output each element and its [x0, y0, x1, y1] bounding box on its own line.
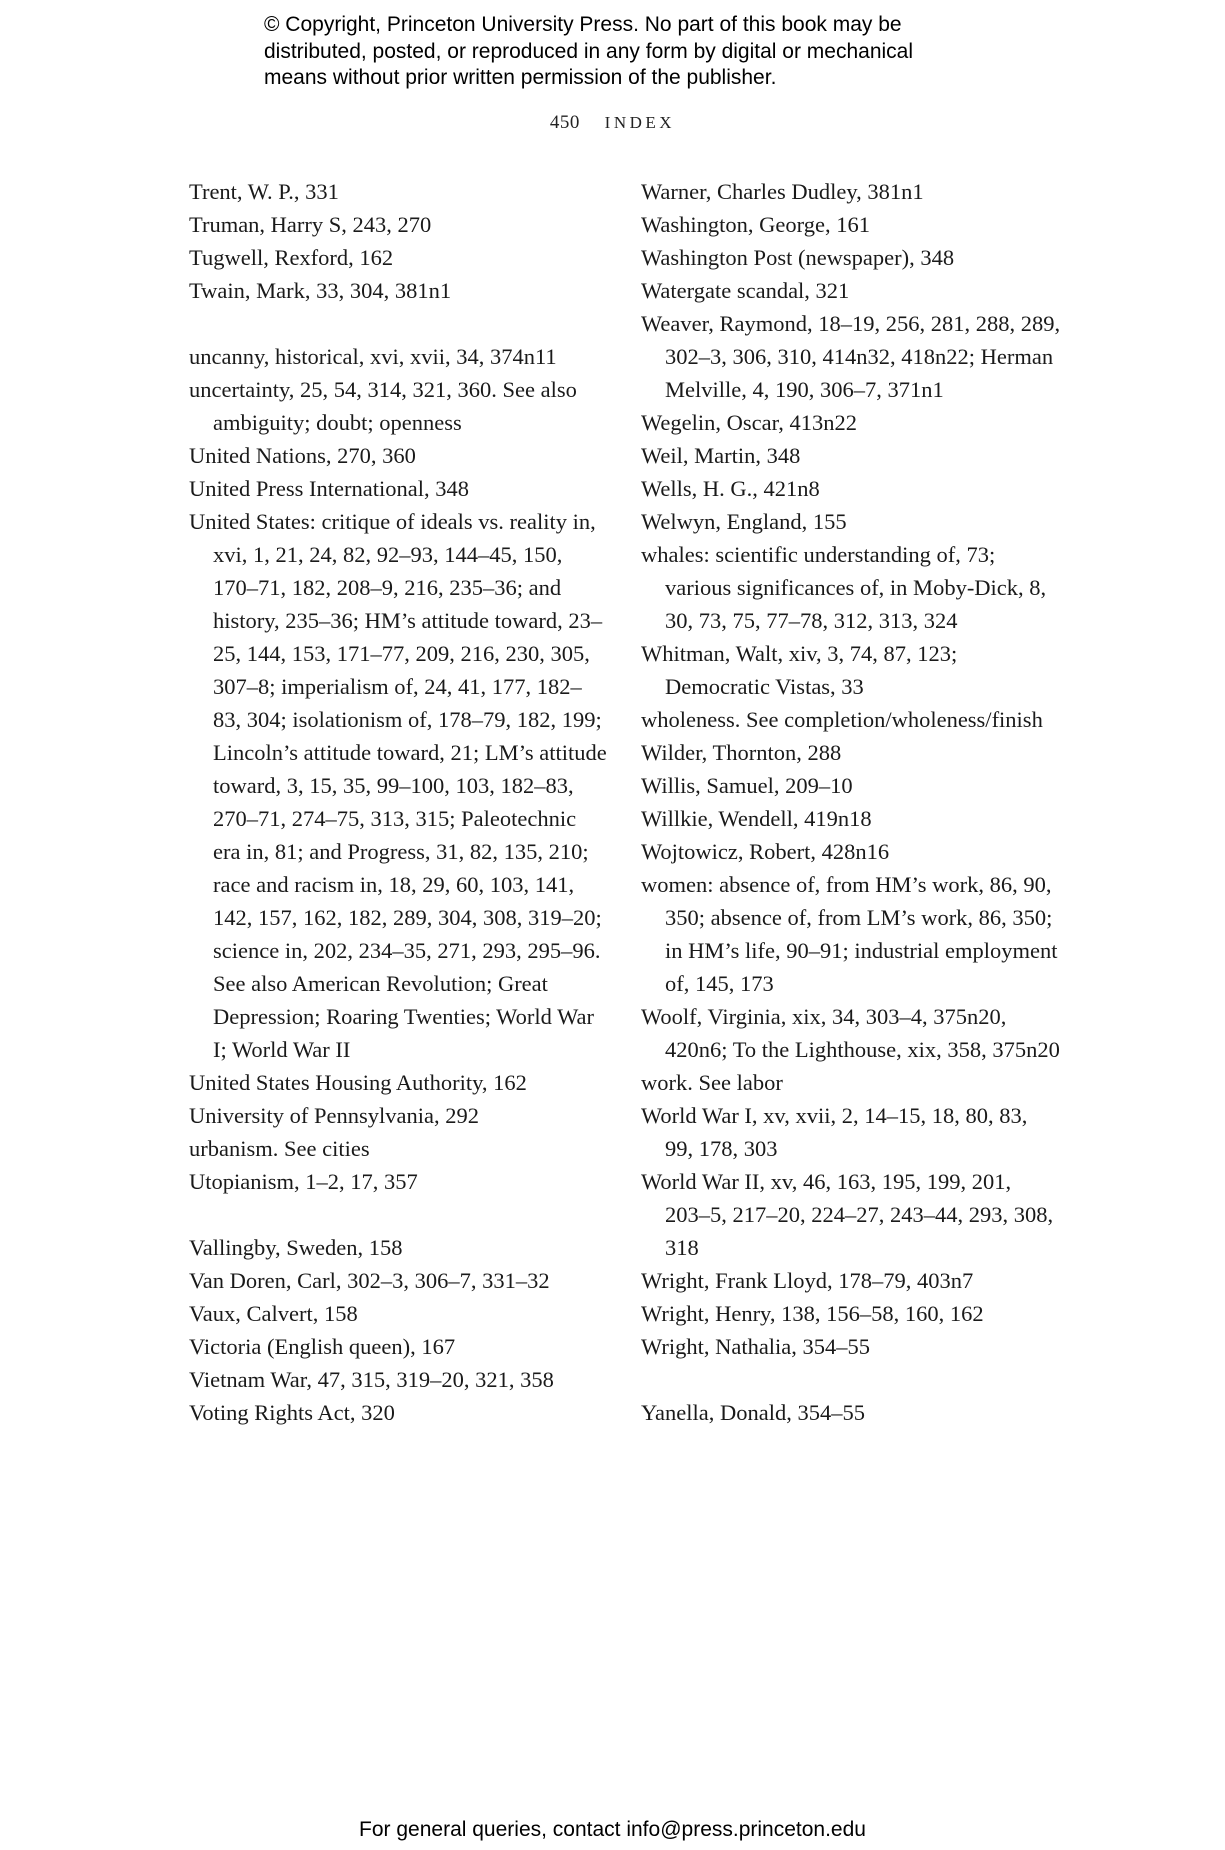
index-entry: Wojtowicz, Robert, 428n16 [641, 839, 890, 864]
index-entry: Warner, Charles Dudley, 381n1 [641, 179, 924, 204]
index-entry: Vietnam War, 47, 315, 319–20, 321, 358 [189, 1367, 554, 1392]
letter-group-gap [641, 1363, 1061, 1396]
index-entry: Weil, Martin, 348 [641, 443, 801, 468]
index-entry: World War II, xv, 46, 163, 195, 199, 201, 203–5, 217–20, 224–27, 243–44, 293, 308, 318 [641, 1169, 1054, 1260]
copyright-line: means without prior written permission of the publisher. [264, 66, 777, 89]
page-number: 450 [549, 112, 580, 133]
copyright-line: © Copyright, Princeton University Press. No part of this book may be [264, 13, 902, 36]
index-entry: Woolf, Virginia, xix, 34, 303–4, 375n20, 420n6; To the Lighthouse, xix, 358, 375n20 [641, 1004, 1060, 1062]
index-entry: Vallingby, Sweden, 158 [189, 1235, 403, 1260]
index-entry: United Nations, 270, 360 [189, 443, 416, 468]
index-column-right [641, 175, 1061, 1429]
index-entry: Truman, Harry S, 243, 270 [189, 212, 432, 237]
index-entry: University of Pennsylvania, 292 [189, 1103, 479, 1128]
index-entry: uncertainty, 25, 54, 314, 321, 360. See also ambiguity; doubt; openness [189, 377, 577, 435]
index-entry: Wegelin, Oscar, 413n22 [641, 410, 857, 435]
index-entry: Wells, H. G., 421n8 [641, 476, 820, 501]
index-entry: United States Housing Authority, 162 [189, 1070, 527, 1095]
index-entry: wholeness. See completion/wholeness/finish [641, 707, 1043, 732]
index-entry: Wright, Henry, 138, 156–58, 160, 162 [641, 1301, 984, 1326]
index-entry: Washington, George, 161 [641, 212, 870, 237]
index-entry: Wilder, Thornton, 288 [641, 740, 842, 765]
index-entry: United States: critique of ideals vs. reality in, xvi, 1, 21, 24, 82, 92–93, 144–45, 150, 170–71, 182, 208–9, 216, 235–36; and history, 235–36; HM’s attitude toward, 23–25, 144, 153, 171–77, 209, 216, 230, 305, 307–8; imperialism of, 24, 41, 177, 182–83, 304; isolationism of, 178–79, 182, 199; Lincoln’s attitude toward, 21; LM’s attitude toward, 3, 15, 35, 99–100, 103, 182–83, 270–71, 274–75, 313, 315; Paleotechnic era in, 81; and Progress, 31, 82, 135, 210; race and racism in, 18, 29, 60, 103, 141, 142, 157, 162, 182, 289, 304, 308, 319–20; science in, 202, 234–35, 271, 293, 295–96. See also American Revolution; Great Depression; Roaring Twenties; World War I; World War II [189, 509, 607, 1062]
running-head [0, 112, 1225, 134]
index-entry: Whitman, Walt, xiv, 3, 74, 87, 123; Democratic Vistas, 33 [641, 641, 958, 699]
index-entry: Victoria (English queen), 167 [189, 1334, 456, 1359]
index-entry: whales: scientific understanding of, 73; various significances of, in Moby-Dick, 8, 30, 73, 75, 77–78, 312, 313, 324 [641, 542, 1047, 633]
index-entry: Welwyn, England, 155 [641, 509, 847, 534]
index-entry: Van Doren, Carl, 302–3, 306–7, 331–32 [189, 1268, 550, 1293]
index-entry: United Press International, 348 [189, 476, 469, 501]
index-entry: Wright, Nathalia, 354–55 [641, 1334, 871, 1359]
index-entry: Weaver, Raymond, 18–19, 256, 281, 288, 289, 302–3, 306, 310, 414n32, 418n22; Herman Melville, 4, 190, 306–7, 371n1 [641, 311, 1061, 402]
index-entry: Twain, Mark, 33, 304, 381n1 [189, 278, 452, 303]
index-entry: uncanny, historical, xvi, xvii, 34, 374n11 [189, 344, 557, 369]
index-entry: Yanella, Donald, 354–55 [641, 1400, 865, 1425]
index-entry: Vaux, Calvert, 158 [189, 1301, 358, 1326]
index-entry: Utopianism, 1–2, 17, 357 [189, 1169, 418, 1194]
index-entry: Tugwell, Rexford, 162 [189, 245, 394, 270]
section-title: INDEX [604, 113, 676, 132]
index-column-left [189, 175, 609, 1429]
index-entry: Trent, W. P., 331 [189, 179, 339, 204]
index-entry: Voting Rights Act, 320 [189, 1400, 395, 1425]
copyright-notice [264, 12, 1024, 92]
index-entry: Washington Post (newspaper), 348 [641, 245, 955, 270]
index-entry: urbanism. See cities [189, 1136, 370, 1161]
index-entry: Watergate scandal, 321 [641, 278, 850, 303]
index-entry: Willis, Samuel, 209–10 [641, 773, 853, 798]
index-entry: Willkie, Wendell, 419n18 [641, 806, 872, 831]
index-entry: women: absence of, from HM’s work, 86, 90, 350; absence of, from LM’s work, 86, 350; in HM’s life, 90–91; industrial employment of, 145, 173 [641, 872, 1058, 996]
letter-group-gap [189, 307, 609, 340]
index-entry: Wright, Frank Lloyd, 178–79, 403n7 [641, 1268, 974, 1293]
footer-contact: For general queries, contact info@press.princeton.edu [359, 1818, 866, 1841]
index-entry: work. See labor [641, 1070, 783, 1095]
index-entry: World War I, xv, xvii, 2, 14–15, 18, 80, 83, 99, 178, 303 [641, 1103, 1028, 1161]
copyright-line: distributed, posted, or reproduced in any form by digital or mechanical [264, 39, 914, 63]
letter-group-gap [189, 1198, 609, 1231]
